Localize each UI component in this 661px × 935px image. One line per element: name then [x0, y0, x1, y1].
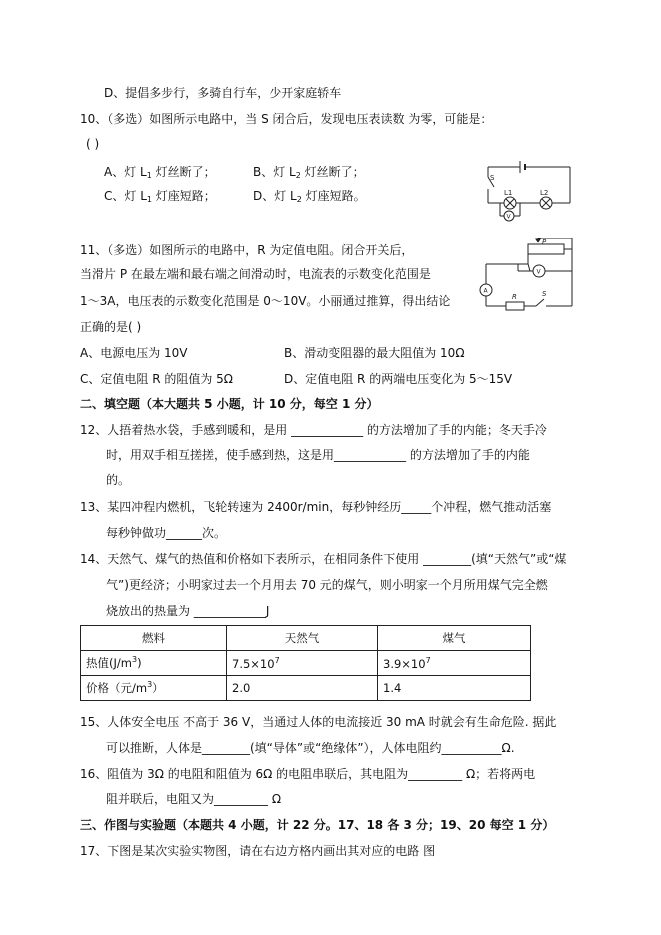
q17-text: 17、下图是某次实验实物图，请在右边方格内画出其对应的电路 图 — [80, 844, 436, 858]
heat-ng-text: 7.5×10 — [232, 656, 275, 671]
q11-fig-a: A — [483, 287, 488, 295]
heat-label-sup: 3 — [131, 655, 138, 664]
q10-fig-l1: L1 — [504, 189, 513, 197]
fuel-table — [80, 625, 531, 701]
q11-option-c: C、定值电阻 R 的阻值为 5Ω — [80, 372, 233, 386]
q11-fig-v: V — [536, 268, 541, 276]
table-row — [81, 676, 531, 701]
table-cell-heat-label — [81, 651, 227, 676]
q10-c-post: 灯座短路； — [151, 189, 216, 203]
q10-c-pre: C、灯 L — [104, 189, 147, 203]
table-row — [81, 626, 531, 651]
q11-option-a: A、电源电压为 10V — [80, 346, 188, 360]
q10-option-d — [253, 188, 366, 208]
q10-stem: 10、（多选）如图所示电路中，当 S 闭合后，发现电压表读数 为零，可能是： — [80, 112, 493, 126]
q10-fig-v: V — [506, 213, 511, 221]
q11-fig-r: R — [512, 293, 517, 301]
table-cell-price-label — [81, 676, 227, 701]
q14-line-3: 烧放出的热量为 ____________J — [106, 604, 270, 618]
table-cell-price-coal-gas: 1.4 — [378, 676, 531, 701]
table-cell-heat-natural-gas — [227, 651, 378, 676]
table-header-natural-gas: 天然气 — [227, 626, 378, 651]
heat-gas-text: 3.9×10 — [383, 656, 426, 671]
q10-b-pre: B、灯 L — [253, 165, 296, 179]
heat-ng-sup: 7 — [274, 655, 280, 665]
heat-label-text: 热值(J/m — [86, 656, 132, 670]
q11-option-d: D、定值电阻 R 的两端电压变化为 5～15V — [284, 372, 513, 386]
price-label-sup: 3 — [147, 680, 153, 689]
q10-a-pre: A、灯 L — [104, 165, 147, 179]
q10-c-sub: 1 — [146, 195, 152, 204]
q10-option-a — [104, 164, 216, 184]
price-label-end: ） — [152, 681, 164, 695]
table-cell-heat-coal-gas — [378, 651, 531, 676]
q9-option-d: D、提倡多步行，多骑自行车，少开家庭轿车 — [104, 86, 342, 100]
q10-circuit-diagram — [480, 155, 580, 223]
q11-line-3: 1～3A，电压表的示数变化范围是 0～10V。小丽通过推算，得出结论 — [80, 294, 451, 308]
q11-fig-s: S — [542, 290, 547, 298]
q10-answer-paren: ( ) — [86, 137, 100, 151]
q10-fig-l2: L2 — [540, 189, 549, 197]
price-label-text: 价格（元/m — [86, 681, 148, 695]
q16-line-1: 16、阻值为 3Ω 的电阻和阻值为 6Ω 的电阻串联后，其电阻为_________ Ω；若将两电 — [80, 767, 536, 781]
q14-line-1: 14、天然气、煤气的热值和价格如下表所示，在相同条件下使用 ________(填“天然气”或“煤 — [80, 552, 567, 566]
section-3-heading: 三、作图与实验题（本题共 4 小题，计 22 分。17、18 各 3 分；19、20 每空 1 分） — [80, 818, 555, 832]
q10-b-sub: 2 — [295, 171, 301, 180]
q11-circuit-diagram — [478, 238, 580, 314]
q11-line-1: 11、（多选）如图所示的电路中，R 为定值电阻。闭合开关后， — [80, 243, 414, 257]
q10-d-pre: D、灯 L — [253, 189, 297, 203]
q10-option-c — [104, 188, 216, 208]
switch-blade — [536, 299, 544, 306]
q15-line-2: 可以推断，人体是________(填“导体”或“绝缘体”），人体电阻约__________Ω. — [106, 741, 515, 755]
table-cell-price-natural-gas: 2.0 — [227, 676, 378, 701]
heat-gas-sup: 7 — [425, 655, 431, 665]
q10-a-post: 灯丝断了； — [151, 165, 216, 179]
q11-line-4: 正确的是( ) — [80, 320, 142, 334]
q13-line-2: 每秒钟做功______次。 — [106, 526, 227, 540]
q15-line-1: 15、人体安全电压 不高于 36 V，当通过人体的电流接近 30 mA 时就会有生命危险. 据此 — [80, 715, 557, 729]
q10-d-sub: 2 — [296, 195, 302, 204]
q11-fig-p: P — [542, 238, 547, 246]
q11-option-b: B、滑动变阻器的最大阻值为 10Ω — [284, 346, 465, 360]
q14-line-2: 气”)更经济；小明家过去一个月用去 70 元的煤气，则小明家一个月所用煤气完全燃 — [106, 578, 548, 592]
q10-b-post: 灯丝断了； — [300, 165, 365, 179]
q16-line-2: 阻并联后，电阻又为_________ Ω — [106, 792, 281, 806]
heat-label-end: ) — [137, 656, 142, 670]
q10-d-post: 灯座短路。 — [301, 189, 366, 203]
resistor-r — [506, 302, 524, 310]
slider-arrow — [536, 239, 540, 242]
q11-line-2: 当滑片 P 在最左端和最右端之间滑动时，电流表的示数变化范围是 — [80, 267, 431, 281]
q12-line-1: 12、人捂着热水袋，手感到暖和，是用 ____________ 的方法增加了手的内能；冬天手冷 — [80, 423, 547, 437]
table-header-coal-gas: 煤气 — [378, 626, 531, 651]
section-2-heading: 二、填空题（本大题共 5 小题，计 10 分，每空 1 分） — [80, 397, 379, 411]
q12-line-2: 时，用双手相互搓搓，使手感到热，这是用____________ 的方法增加了手的内能 — [106, 448, 530, 462]
table-header-fuel: 燃料 — [81, 626, 227, 651]
q10-option-b — [253, 164, 365, 184]
q12-line-3: 的。 — [106, 473, 131, 487]
q10-a-sub: 1 — [146, 171, 152, 180]
q13-line-1: 13、某四冲程内燃机，飞轮转速为 2400r/min，每秒钟经历_____个冲程，燃气推动活塞 — [80, 500, 552, 514]
table-row — [81, 651, 531, 676]
q10-fig-s: S — [490, 174, 495, 182]
